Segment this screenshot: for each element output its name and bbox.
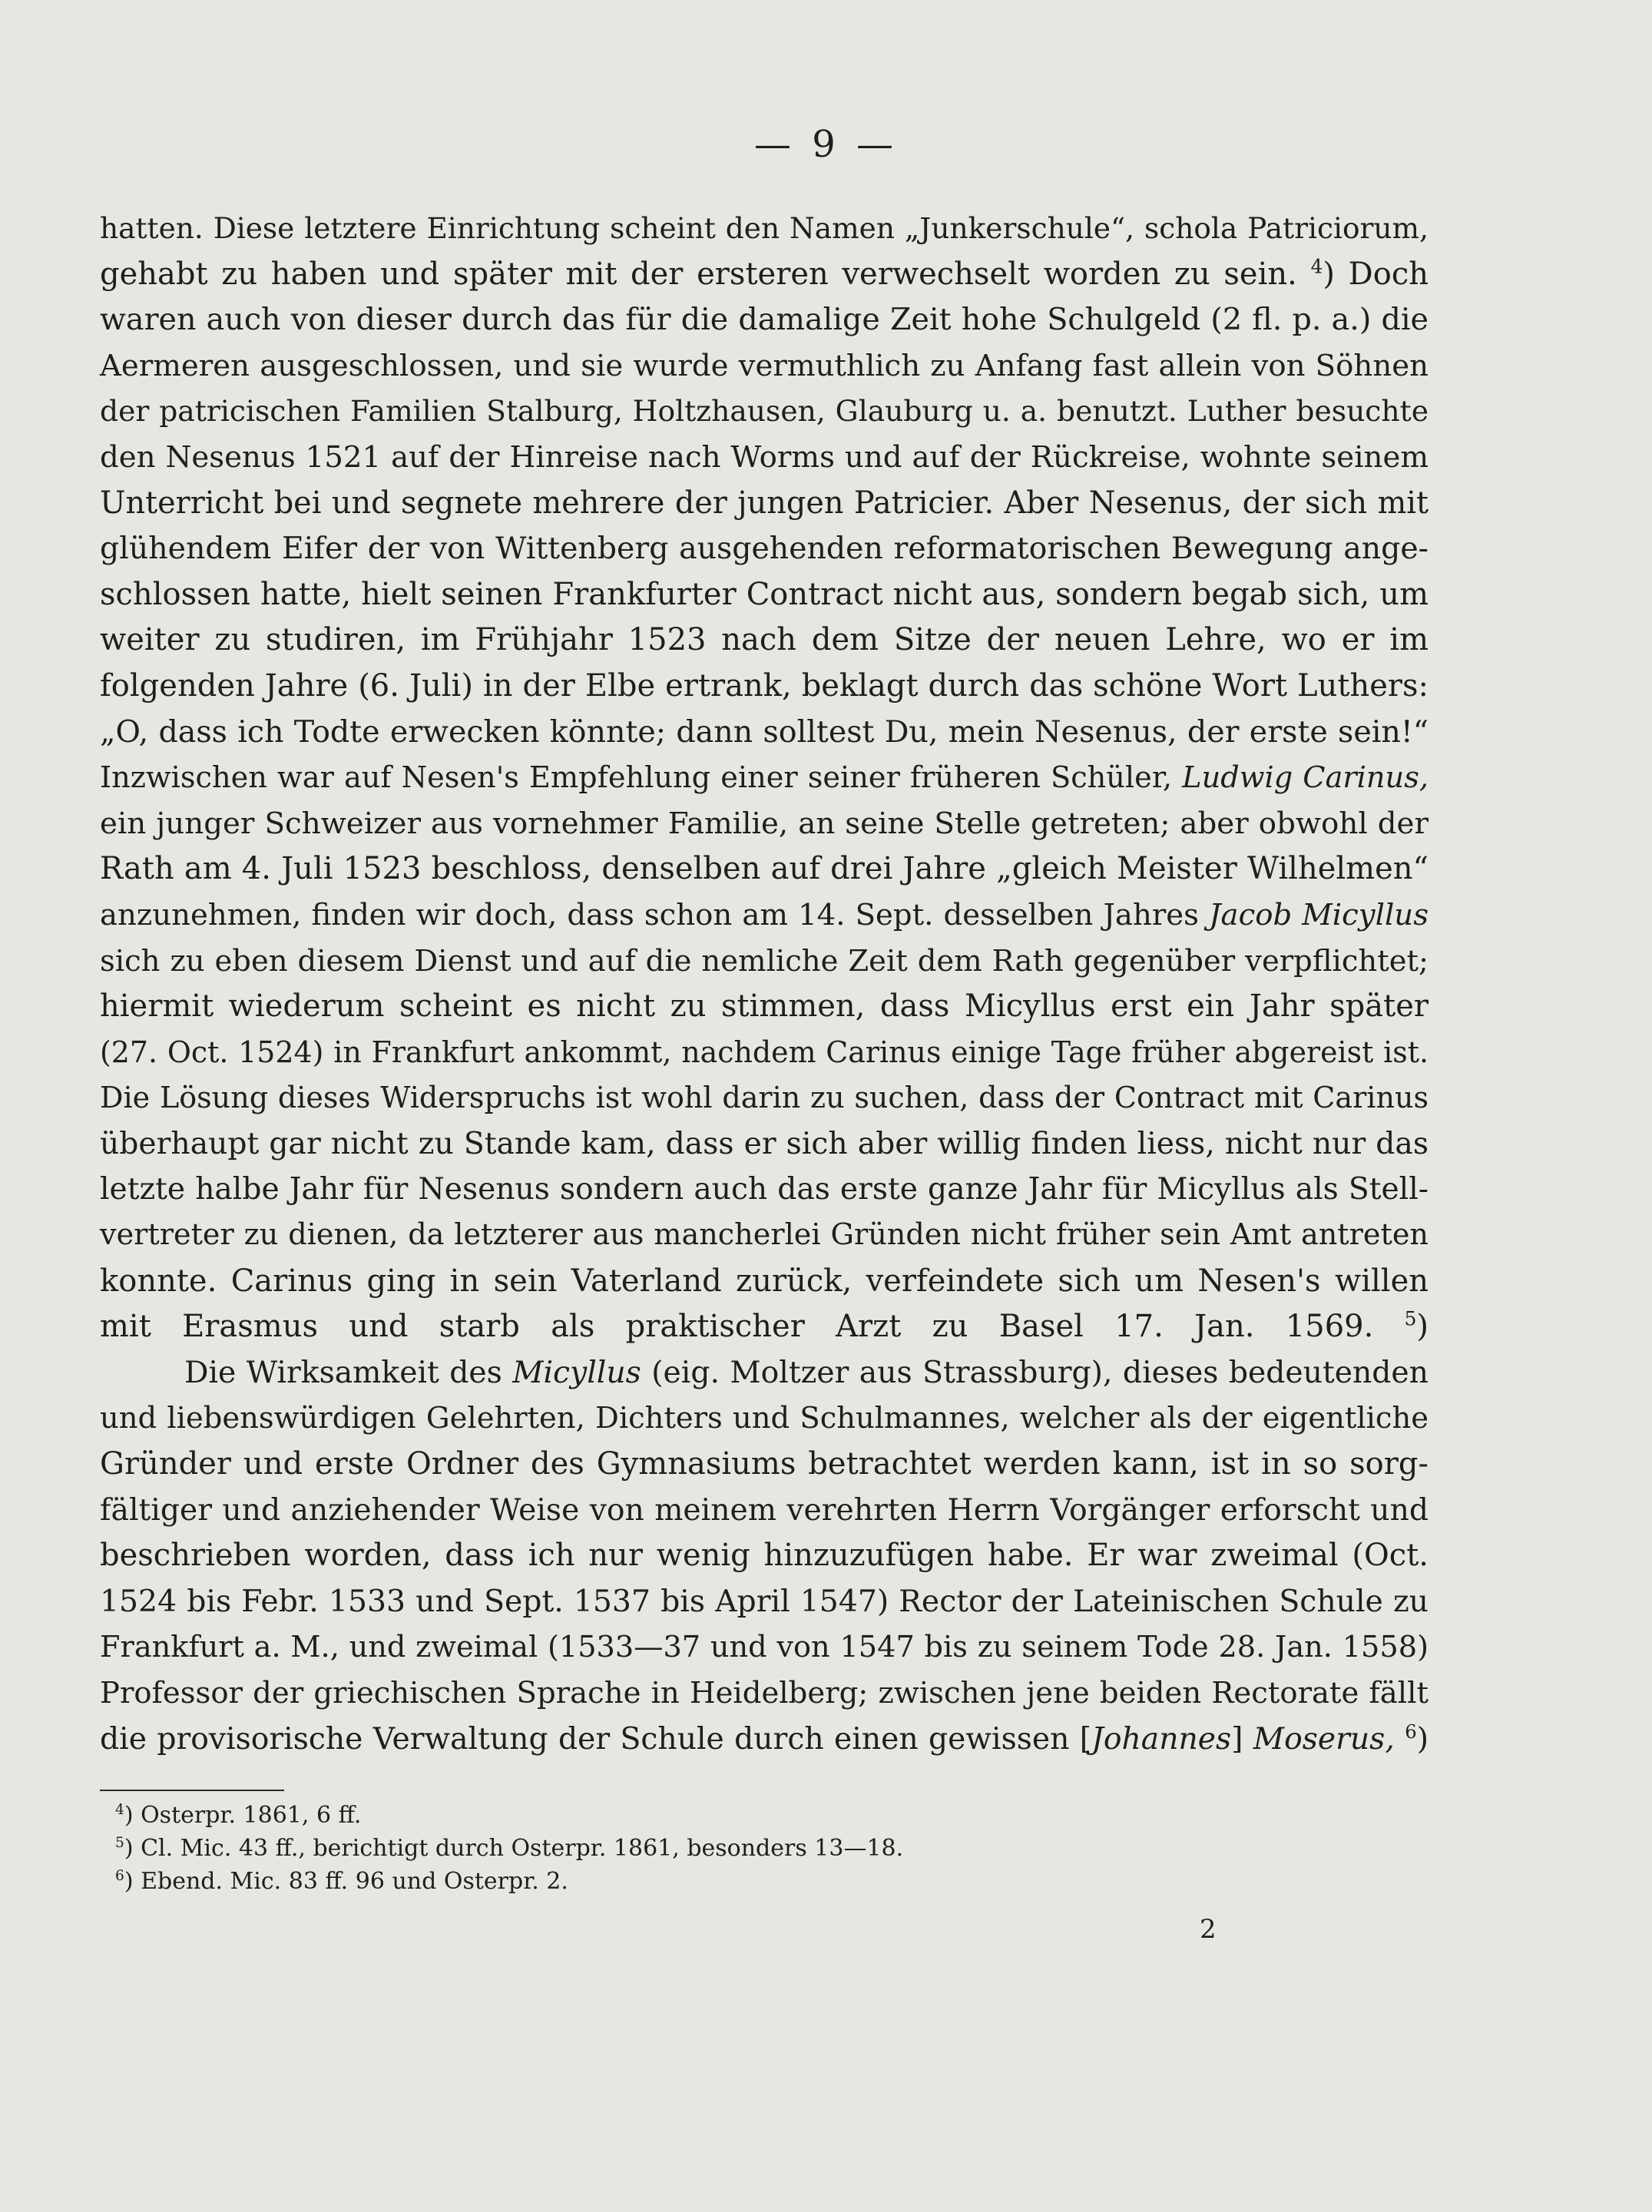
footnote-divider <box>100 1790 284 1791</box>
footnote: $^5$) Cl. Mic. 43 ff., berichtigt durch Osterpr. 1861, besonders 13—18. <box>115 1835 904 1862</box>
text-line: „O, dass ich Todte erwecken könnte; dann solltest Du, mein Nesenus, der erste sein!“ <box>100 714 1429 750</box>
text-line: sich zu eben diesem Dienst und auf die nemliche Zeit dem Rath gegenüber verpflichtet; <box>100 943 1429 979</box>
text-line: anzunehmen, finden wir doch, dass schon am 14. Sept. desselben Jahres Jacob Micyllus <box>100 897 1429 932</box>
text-line: Aermeren ausgeschlossen, und sie wurde vermuthlich zu Anfang fast allein von Söhnen <box>100 348 1429 383</box>
text-line: glühendem Eifer der von Wittenberg ausgehenden reformatorischen Bewegung ange- <box>100 531 1429 567</box>
footnote: $^4$) Osterpr. 1861, 6 ff. <box>115 1802 362 1829</box>
text-line: waren auch von dieser durch das für die damalige Zeit hohe Schulgeld (2 fl. p. a.) die <box>100 302 1429 338</box>
footnotes <box>115 1799 1267 1898</box>
text-line: hiermit wiederum scheint es nicht zu stimmen, dass Micyllus erst ein Jahr später <box>100 988 1429 1025</box>
footnote: $^6$) Ebend. Mic. 83 ff. 96 und Osterpr. 2. <box>115 1868 568 1895</box>
text-line: gehabt zu haben und später mit der ersteren verwechselt worden zu sein. $^4$) Doch <box>100 255 1429 292</box>
text-line: der patricischen Familien Stalburg, Holtzhausen, Glauburg u. a. benutzt. Luther besuchte <box>100 394 1429 429</box>
footnote-ref: 4 <box>1310 255 1323 278</box>
text-line: Rath am 4. Juli 1523 beschloss, denselben auf drei Jahre „gleich Meister Wilhelmen“ <box>100 851 1429 887</box>
body-text <box>100 206 1429 1762</box>
signature-mark: 2 <box>1200 1914 1217 1945</box>
text-line: Professor der griechischen Sprache in Heidelberg; zwischen jene beiden Rectorate fällt <box>100 1676 1429 1710</box>
text-line: den Nesenus 1521 auf der Hinreise nach Worms und auf der Rückreise, wohnte seinem <box>100 439 1429 475</box>
text-line: und liebenswürdigen Gelehrten, Dichters und Schulmannes, welcher als der eigentliche <box>100 1401 1429 1436</box>
footnote-mark: 5 <box>115 1835 124 1851</box>
text-line: schlossen hatte, hielt seinen Frankfurter Contract nicht aus, sondern begab sich, um <box>100 576 1429 612</box>
person-name: Moserus, <box>1253 1721 1395 1757</box>
text-line: die provisorische Verwaltung der Schule durch einen gewissen [Johannes] Moserus, $^6$) <box>100 1720 1429 1757</box>
text-line: überhaupt gar nicht zu Stande kam, dass er sich aber willig finden liess, nicht nur das <box>100 1126 1429 1161</box>
text-line: Die Lösung dieses Widerspruchs ist wohl darin zu suchen, dass der Contract mit Carinus <box>100 1081 1429 1115</box>
text-line: Inzwischen war auf Nesen's Empfehlung einer seiner früheren Schüler, Ludwig Carinus, <box>100 760 1429 796</box>
page-number: — 9 — <box>753 123 899 166</box>
person-name: Micyllus <box>512 1355 641 1390</box>
text-line: beschrieben worden, dass ich nur wenig hinzuzufügen habe. Er war zweimal (Oct. <box>100 1538 1429 1574</box>
footnote-mark: 6 <box>115 1868 124 1884</box>
text-line: konnte. Carinus ging in sein Vaterland zurück, verfeindete sich um Nesen's willen <box>100 1263 1429 1299</box>
text-line: Die Wirksamkeit des Micyllus (eig. Moltzer aus Strassburg), dieses bedeutenden <box>184 1355 1429 1390</box>
person-name: Johannes <box>1091 1721 1232 1757</box>
text-line: (27. Oct. 1524) in Frankfurt ankommt, nachdem Carinus einige Tage früher abgereist ist. <box>100 1035 1429 1069</box>
text-line: weiter zu studiren, im Frühjahr 1523 nach dem Sitze der neuen Lehre, wo er im <box>100 622 1429 658</box>
text-line: hatten. Diese letztere Einrichtung scheint den Namen „Junkerschule“, schola Patriciorum, <box>100 211 1429 245</box>
footnote-ref: 5 <box>1404 1307 1417 1330</box>
text-line: ein junger Schweizer aus vornehmer Familie, an seine Stelle getreten; aber obwohl der <box>100 806 1429 841</box>
text-line: Unterricht bei und segnete mehrere der jungen Patricier. Aber Nesenus, der sich mit <box>100 485 1429 521</box>
footnote-mark: 4 <box>115 1802 124 1818</box>
person-name: Jacob Micyllus <box>1209 897 1429 932</box>
person-name: Ludwig Carinus, <box>1182 760 1429 796</box>
text-line: Frankfurt a. M., und zweimal (1533—37 und von 1547 bis zu seinem Tode 28. Jan. 1558) <box>100 1630 1429 1665</box>
text-line: Gründer und erste Ordner des Gymnasiums betrachtet werden kann, ist in so sorg- <box>100 1446 1429 1482</box>
text-line: mit Erasmus und starb als praktischer Arzt zu Basel 17. Jan. 1569. $^5$) <box>100 1307 1429 1345</box>
text-line: 1524 bis Febr. 1533 und Sept. 1537 bis April 1547) Rector der Lateinischen Schule zu <box>100 1583 1429 1619</box>
text-line: fältiger und anziehender Weise von meinem verehrten Herrn Vorgänger erforscht und <box>100 1492 1429 1528</box>
text-line: vertreter zu dienen, da letzterer aus mancherlei Gründen nicht früher sein Amt antreten <box>100 1218 1429 1253</box>
text-line: letzte halbe Jahr für Nesenus sondern auch das erste ganze Jahr für Micyllus als Stell- <box>100 1172 1429 1207</box>
text-line: folgenden Jahre (6. Juli) in der Elbe ertrank, beklagt durch das schöne Wort Luthers: <box>100 667 1429 704</box>
footnote-ref: 6 <box>1405 1720 1417 1743</box>
